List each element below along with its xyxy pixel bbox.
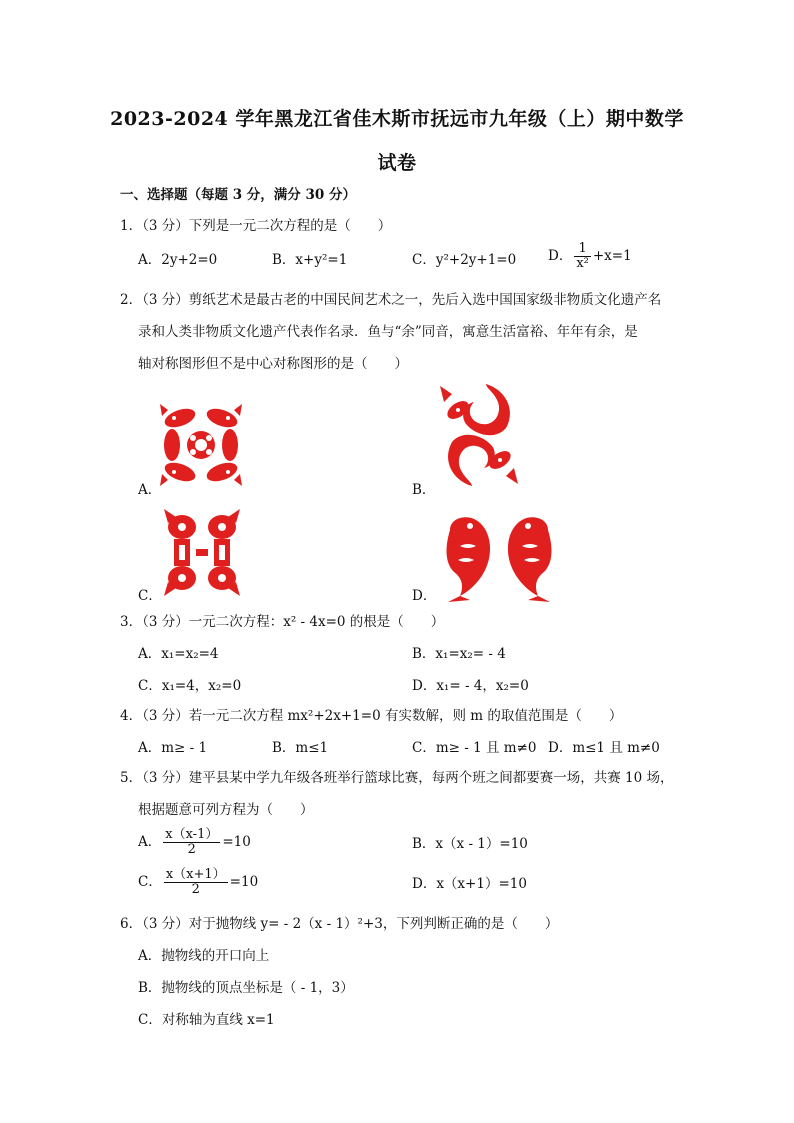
q3-stem: 3．（3 分）一元二次方程：x² - 4x=0 的根是（ ） [120, 614, 445, 630]
papercut-fish-quad-image [160, 400, 242, 490]
q5-option-c: C． $\frac{x(x+1)}{2}$ =10 [138, 867, 259, 897]
q6-option-b: B．抛物线的顶点坐标是（ - 1，3） [138, 980, 354, 996]
q4-stem: 4．（3 分）若一元二次方程 mx²+2x+1=0 有实数解，则 m 的取值范围是（ ） [120, 708, 623, 724]
q4-option-a: A．m≥ - 1 [138, 740, 208, 756]
q5-option-d: D．x（x+1）=10 [412, 876, 527, 892]
papercut-fish-swirl-image [436, 380, 522, 490]
q2-stem-line3: 轴对称图形但不是中心对称图形的是（ ） [138, 356, 408, 372]
q5-a-fraction: $\frac{x(x-1)}{2}$ [165, 827, 219, 857]
q1-option-d: D． $\frac{1}{\text{x²}}$ +x=1 [548, 241, 632, 271]
q4-option-d: D．m≤1 且 m≠0 [548, 740, 660, 756]
papercut-koi-pair-image [440, 510, 558, 602]
q5-stem-line2: 根据题意可列方程为（ ） [138, 802, 314, 818]
q4-option-c: C．m≥ - 1 且 m≠0 [412, 740, 537, 756]
section-heading: 一、选择题（每题 3 分，满分 30 分） [120, 187, 356, 203]
q3-option-c: C．x₁=4，x₂=0 [138, 678, 242, 694]
q2-option-a-label: A． [138, 482, 162, 498]
page-title-line2: 试卷 [377, 152, 417, 174]
q5-option-b: B．x（x - 1）=10 [412, 836, 528, 852]
q2-option-b-label: B． [412, 482, 436, 498]
q2-stem-line2: 录和人类非物质文化遗产代表作名录．鱼与“余”同音，寓意生活富裕、年年有余，是 [138, 324, 638, 340]
page-title-line1: 2023-2024 学年黑龙江省佳木斯市抚远市九年级（上）期中数学 [110, 108, 684, 130]
papercut-fish-mirror-pair-image [162, 505, 242, 600]
q5-stem-line1: 5．（3 分）建平县某中学九年级各班举行篮球比赛，每两个班之间都要赛一场，共赛 10 场， [120, 770, 674, 786]
q1-option-a: A．2y+2=0 [138, 252, 218, 268]
q3-option-b: B．x₁=x₂= - 4 [412, 646, 506, 662]
q2-option-d-label: D． [412, 588, 437, 604]
q1-d-fraction: $\frac{1}{\text{x²}}$ [576, 241, 589, 271]
q1-option-b: B．x+y²=1 [272, 252, 348, 268]
q3-option-a: A．x₁=x₂=4 [138, 646, 219, 662]
q1-option-c: C．y²+2y+1=0 [412, 252, 517, 268]
q5-option-a: A． $\frac{x(x-1)}{2}$ =10 [138, 827, 251, 857]
q2-stem-line1: 2．（3 分）剪纸艺术是最古老的中国民间艺术之一，先后入选中国国家级非物质文化遗产名 [120, 292, 662, 308]
q4-option-b: B．m≤1 [272, 740, 329, 756]
q6-stem: 6．（3 分）对于抛物线 y= - 2（x - 1）²+3，下列判断正确的是（ ） [120, 916, 559, 932]
q6-option-a: A．抛物线的开口向上 [138, 948, 270, 964]
q1-stem: 1．（3 分）下列是一元二次方程的是（ ） [120, 218, 392, 234]
q2-option-c-label: C． [138, 588, 162, 604]
q3-option-d: D．x₁= - 4，x₂=0 [412, 678, 529, 694]
q5-c-fraction: $\frac{x(x+1)}{2}$ [165, 867, 226, 897]
q6-option-c: C．对称轴为直线 x=1 [138, 1012, 275, 1028]
